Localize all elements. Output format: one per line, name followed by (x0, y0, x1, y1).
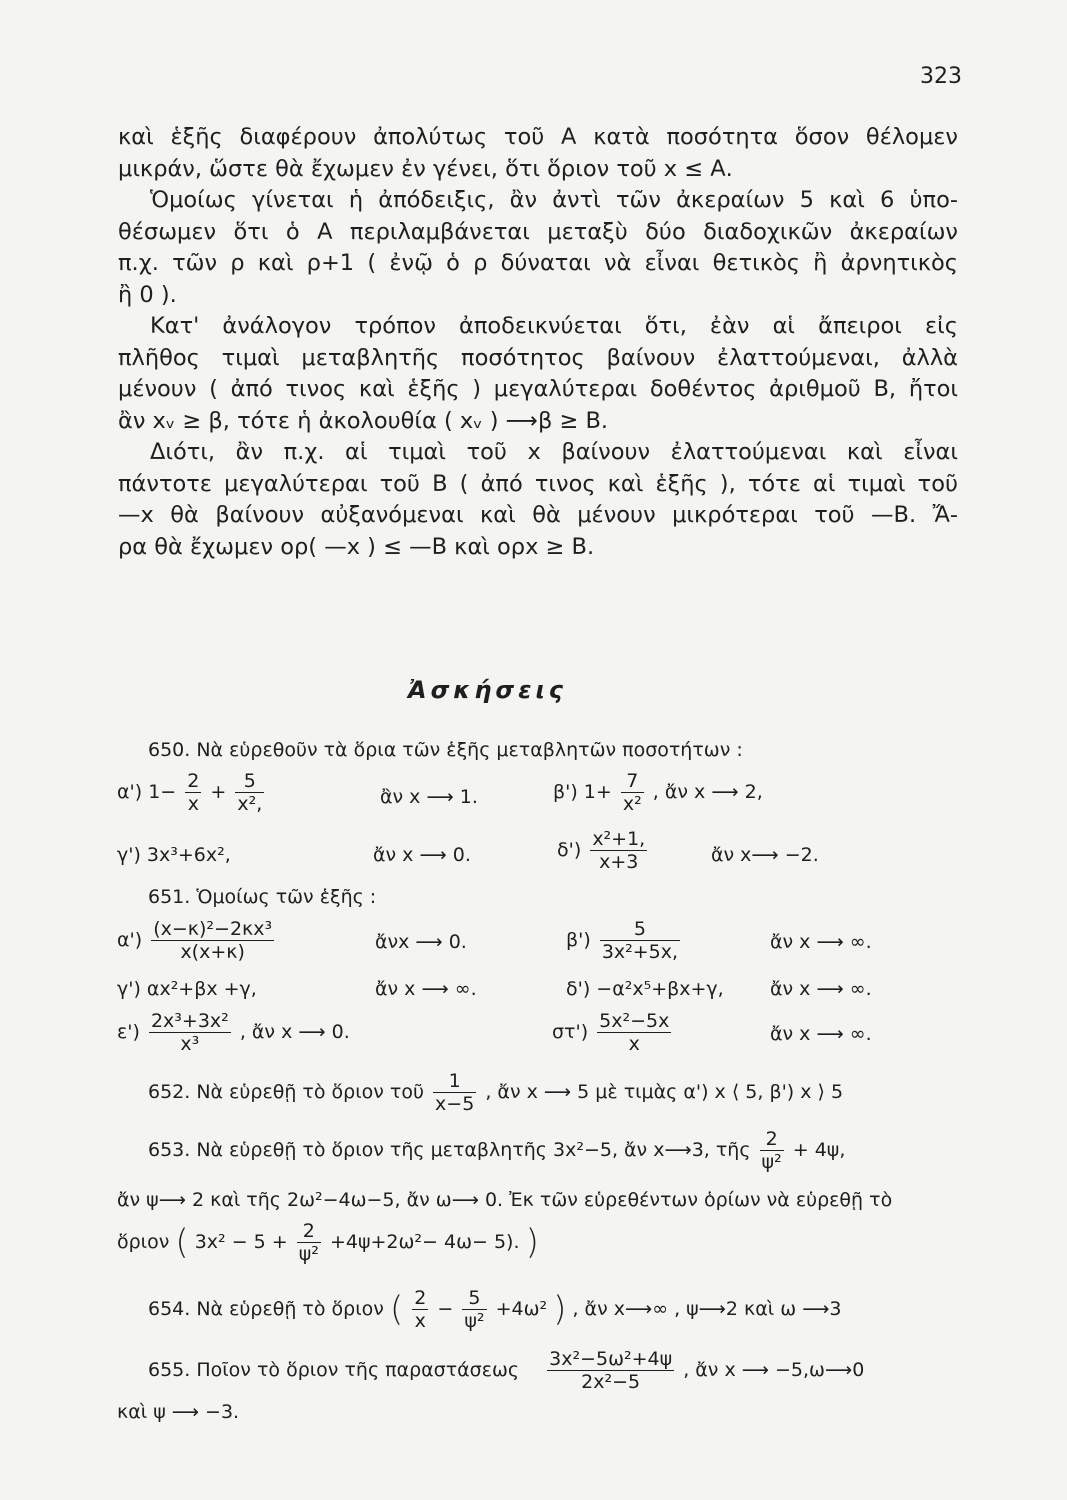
exercise-651-d-condition: ἄν x ⟶ ∞. (770, 978, 872, 1000)
exercise-650-title: 650. Νὰ εὑρεθοῦν τὰ ὅρια τῶν ἑξῆς μεταβλητῶν ποσοτήτων : (148, 739, 743, 761)
fraction (597, 1010, 671, 1055)
condition: , ἄν x ⟶ 2, (652, 781, 763, 803)
exercise-653-line3 (117, 1220, 539, 1265)
ex-text: +4ψ+2ω²− 4ω− 5). (329, 1231, 520, 1253)
ex-text: 654. Νὰ εὑρεθῇ τὸ ὅριον (148, 1298, 384, 1320)
open-paren: ( (389, 1289, 404, 1330)
exercise-651-a (117, 918, 277, 963)
exercise-650-c-condition: ἄν x ⟶ 0. (373, 844, 471, 866)
ex-text: , ἄν x ⟶ −5,ω⟶0 (683, 1359, 865, 1381)
operator: + (210, 781, 227, 803)
ex-text: , ἄν x ⟶ 5 μὲ τιμὰς α') x ⟨ 5, β') x ⟩ 5 (485, 1081, 844, 1103)
exercise-650-d-condition: ἄν x⟶ −2. (711, 844, 819, 866)
exercise-651-b-condition: ἄν x ⟶ ∞. (770, 931, 872, 953)
numerator: 5 (600, 918, 680, 941)
fraction (760, 1128, 784, 1173)
text-line: πάντοτε μεγαλύτεραι τοῦ Β ( ἀπό τινος καὶ ἑξῆς ), τότε αἱ τιμαὶ τοῦ (118, 470, 958, 497)
denominator: x (187, 793, 199, 815)
numerator: 2 (414, 1287, 427, 1309)
fraction (235, 770, 264, 815)
fraction (151, 918, 274, 963)
numerator: (x−κ)²−2κx³ (153, 918, 273, 940)
ex-label: β') (566, 929, 591, 951)
exercise-651-b (566, 918, 683, 963)
denominator: ψ² (298, 1243, 319, 1265)
numerator: 2x³+3x² (150, 1010, 229, 1032)
denominator: ψ² (464, 1310, 485, 1332)
exercise-650-c: γ') 3x³+6x², (117, 844, 231, 866)
numerator: 1 (433, 1070, 476, 1093)
fraction (297, 1220, 321, 1265)
exercise-655-line2: καὶ ψ ⟶ −3. (117, 1401, 240, 1423)
exercise-650-d (557, 828, 650, 873)
exercise-653 (148, 1128, 845, 1173)
ex-label: στ') (552, 1021, 589, 1043)
text-line: Διότι, ἂν π.χ. αἱ τιμαὶ τοῦ x βαίνουν ἐλαττούμεναι καὶ εἶναι (150, 439, 958, 465)
denominator: ψ² (761, 1151, 782, 1173)
ex-text: ὅριον (117, 1231, 170, 1253)
condition: , ἄν x ⟶ 0. (239, 1021, 350, 1043)
denominator: x³ (180, 1033, 200, 1055)
exercise-650-a-condition: ἂν x ⟶ 1. (380, 786, 478, 808)
fraction (547, 1348, 674, 1393)
denominator: 3x²+5x, (601, 941, 679, 963)
text-line: Κατ' ἀνάλογον τρόπον ἀποδεικνύεται ὅτι, ἐὰν αἱ ἄπειροι εἰς (150, 313, 958, 339)
open-paren: ( (175, 1222, 189, 1263)
denominator: x², (237, 793, 263, 815)
text-line: ἂν xᵥ ≥ β, τότε ἡ ἀκολουθία ( xᵥ ) ⟶β ≥ Β. (118, 407, 609, 434)
ex-label: α') 1− (117, 781, 177, 803)
denominator: x² (622, 793, 642, 815)
exercise-651-title: 651. Ὁμοίως τῶν ἑξῆς : (148, 886, 377, 908)
text-line: καὶ ἑξῆς διαφέρουν ἀπολύτως τοῦ Α κατὰ ποσότητα ὅσον θέλομεν (118, 124, 958, 150)
ex-text: +4ω² (495, 1298, 548, 1320)
numerator: 3x²−5ω²+4ψ (549, 1348, 673, 1370)
numerator: 2 (297, 1220, 321, 1243)
text-line: —x θὰ βαίνουν αὐξανόμεναι καὶ θὰ μένουν μικρότεραι τοῦ —Β. Ἄ- (118, 502, 958, 528)
text-line: π.χ. τῶν ρ καὶ ρ+1 ( ἐνῷ ὁ ρ δύναται νὰ εἶναι θετικὸς ἢ ἀρνητικὸς (118, 250, 958, 276)
text-line: μικράν, ὥστε θὰ ἔχωμεν ἐν γένει, ὅτι ὅριον τοῦ x ≤ Α. (118, 155, 733, 182)
close-paren: ) (525, 1222, 539, 1263)
numerator: 2 (187, 770, 200, 792)
denominator: x(x+κ) (180, 941, 245, 963)
numerator: 2 (760, 1128, 784, 1151)
fraction (462, 1287, 486, 1332)
numerator: 5 (462, 1287, 486, 1310)
exercise-651-c: γ') αx²+βx +γ, (117, 978, 257, 1000)
denominator: 2x²−5 (581, 1371, 641, 1393)
text-line: ρα θὰ ἔχωμεν ορ( —x ) ≤ —Β καὶ ορx ≥ Β. (118, 533, 595, 560)
exercise-654 (148, 1287, 842, 1332)
exercise-650-a (117, 770, 267, 815)
exercise-650-b (553, 770, 763, 815)
ex-label: ε') (117, 1021, 140, 1043)
exercise-655 (148, 1348, 864, 1393)
numerator: 5x²−5x (599, 1010, 670, 1032)
denominator: x (414, 1310, 426, 1332)
ex-text: + 4ψ, (792, 1139, 846, 1161)
fraction (621, 770, 644, 815)
ex-text: 655. Ποῖον τὸ ὅριον τῆς παραστάσεως (148, 1359, 520, 1381)
ex-label: δ') (557, 839, 582, 861)
ex-label: α') (117, 929, 143, 951)
text-line: Ὁμοίως γίνεται ἡ ἀπόδειξις, ἂν ἀντὶ τῶν ἀκεραίων 5 καὶ 6 ὑπο- (150, 187, 958, 213)
numerator: x²+1, (592, 828, 646, 850)
ex-text: 3x² − 5 + (194, 1231, 288, 1253)
denominator: x (628, 1033, 640, 1055)
exercise-651-d: δ') −α²x⁵+βx+γ, (566, 978, 724, 1000)
fraction (149, 1010, 231, 1055)
exercise-651-a-condition: ἄνx ⟶ 0. (375, 931, 467, 953)
section-heading: Ἀσκήσεις (408, 676, 568, 704)
fraction (185, 770, 201, 815)
fraction (412, 1287, 428, 1332)
text-line: πλῆθος τιμαὶ μεταβλητῆς ποσότητος βαίνουν ἐλαττούμεναι, ἀλλὰ (118, 344, 958, 371)
page-number: 323 (920, 64, 962, 89)
numerator: 5 (235, 770, 264, 793)
text-line: ἢ 0 ). (118, 281, 177, 308)
ex-text: 653. Νὰ εὑρεθῇ τὸ ὅριον τῆς μεταβλητῆς 3x²−5, ἄν x⟶3, τῆς (148, 1139, 751, 1161)
exercise-653-line2: ἄν ψ⟶ 2 καὶ τῆς 2ω²−4ω−5, ἄν ω⟶ 0. Ἐκ τῶν εὑρεθέντων ὁρίων νὰ εὑρεθῇ τὸ (117, 1189, 893, 1211)
text-line: μένουν ( ἀπό τινος καὶ ἑξῆς ) μεγαλύτεραι δοθέντος ἀριθμοῦ Β, ἤτοι (118, 376, 958, 402)
denominator: x−5 (435, 1093, 475, 1115)
operator: − (437, 1298, 454, 1320)
text-line: θέσωμεν ὅτι ὁ Α περιλαμβάνεται μεταξὺ δύο διαδοχικῶν ἀκεραίων (118, 218, 958, 245)
fraction (433, 1070, 476, 1115)
exercise-651-e (117, 1010, 350, 1055)
numerator: 7 (621, 770, 644, 793)
denominator: x+3 (599, 851, 639, 873)
theorem-text (118, 122, 958, 563)
fraction (590, 828, 647, 873)
exercise-651-c-condition: ἄν x ⟶ ∞. (375, 978, 477, 1000)
fraction (600, 918, 680, 963)
exercise-651-f-condition: ἄν x ⟶ ∞. (770, 1023, 872, 1045)
close-paren: ) (553, 1289, 567, 1330)
ex-text: , ἄν x⟶∞ , ψ⟶2 καὶ ω ⟶3 (572, 1298, 842, 1320)
ex-label: β') 1+ (553, 781, 612, 803)
exercise-652 (148, 1070, 843, 1115)
ex-text: 652. Νὰ εὑρεθῇ τὸ ὅριον τοῦ (148, 1081, 424, 1103)
exercise-651-f (552, 1010, 674, 1055)
